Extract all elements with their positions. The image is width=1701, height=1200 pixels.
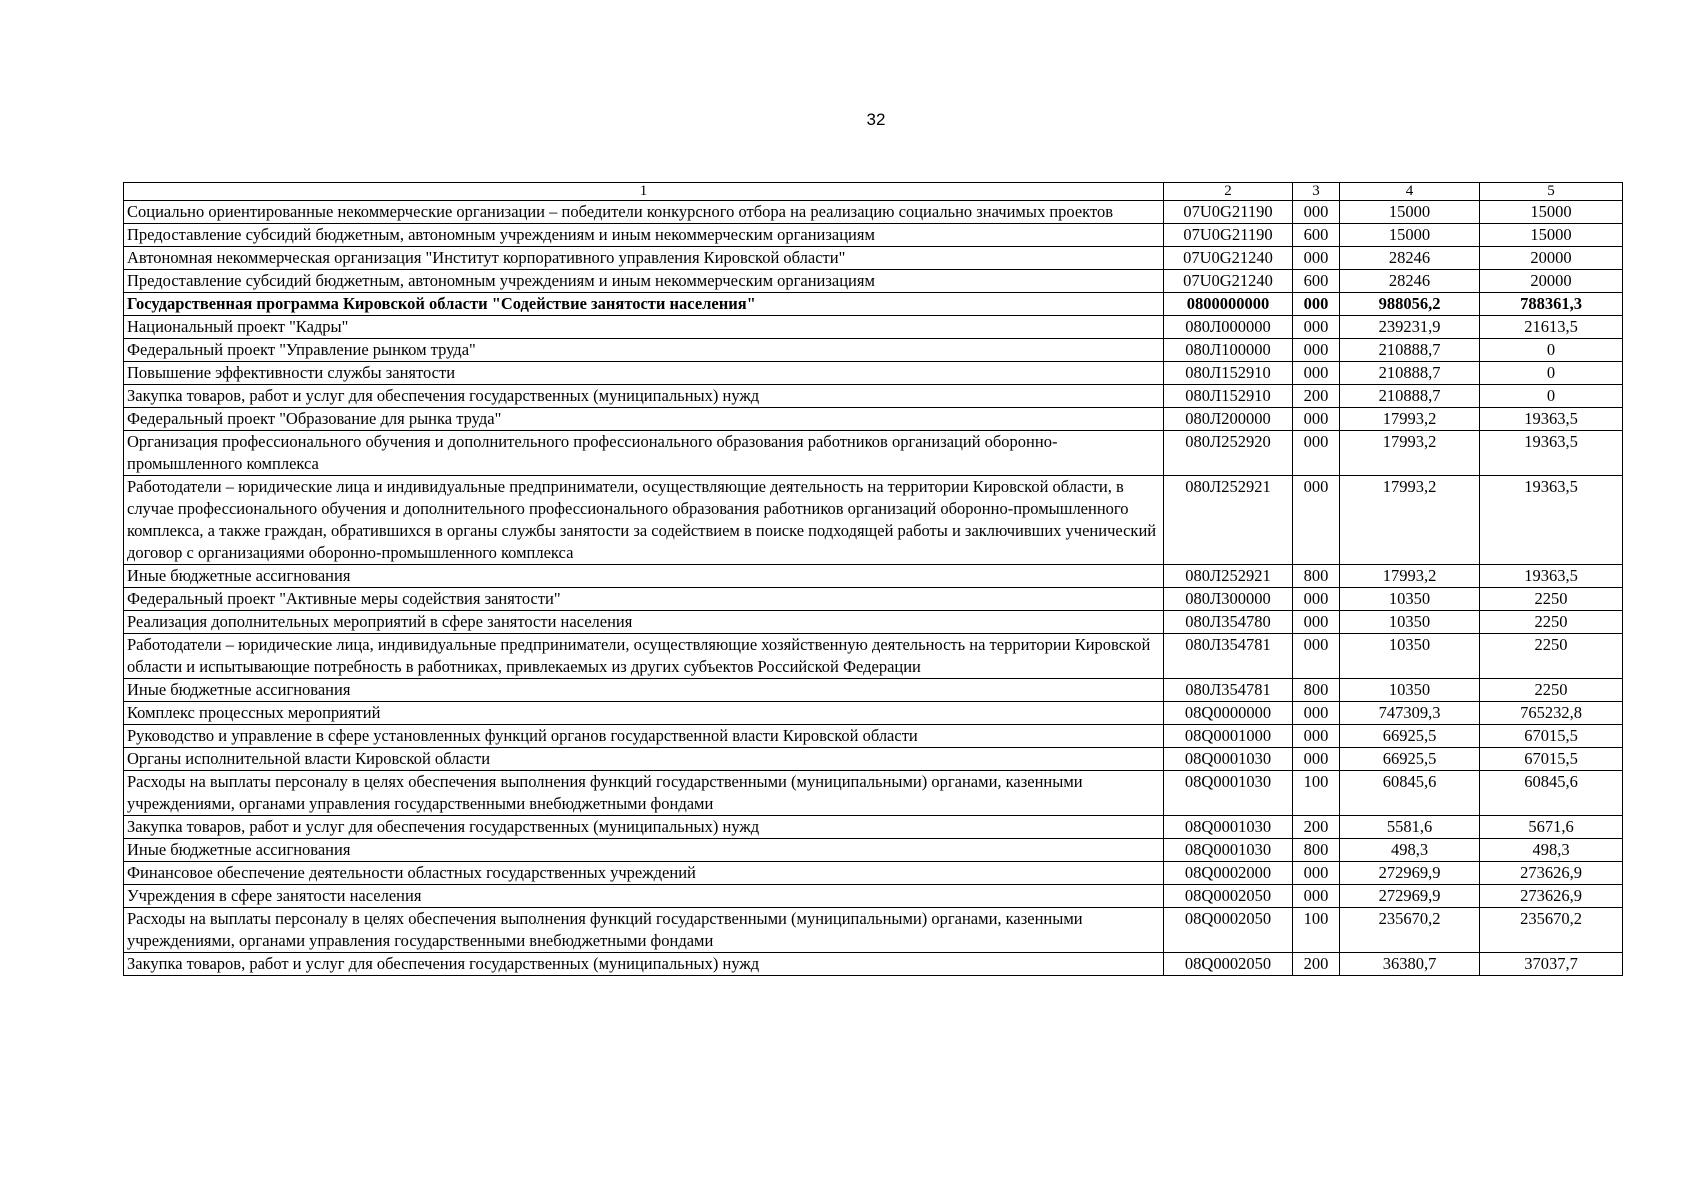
row-name-cell: Федеральный проект "Управление рынком труда" xyxy=(124,339,1164,362)
row-name-cell: Иные бюджетные ассигнования xyxy=(124,839,1164,862)
row-amount-2-cell: 60845,6 xyxy=(1480,771,1623,816)
row-amount-1-cell: 17993,2 xyxy=(1340,565,1480,588)
row-name-cell: Расходы на выплаты персоналу в целях обеспечения выполнения функций государственными (муниципальными) органами, казенными учреждениями, органами управления государственными внебюджетными фондами xyxy=(124,771,1164,816)
table-row xyxy=(124,362,1623,385)
row-expense-type-cell: 000 xyxy=(1293,431,1340,476)
row-amount-2-cell: 15000 xyxy=(1480,224,1623,247)
row-expense-type-cell: 000 xyxy=(1293,476,1340,565)
row-code-cell: 08Q0000000 xyxy=(1164,702,1293,725)
row-code-cell: 080Л354781 xyxy=(1164,634,1293,679)
row-name-cell: Руководство и управление в сфере установленных функций органов государственной власти Кировской области xyxy=(124,725,1164,748)
row-amount-1-cell: 60845,6 xyxy=(1340,771,1480,816)
table-row xyxy=(124,908,1623,953)
row-name-cell: Финансовое обеспечение деятельности областных государственных учреждений xyxy=(124,862,1164,885)
row-name-cell: Автономная некоммерческая организация "Институт корпоративного управления Кировской области" xyxy=(124,247,1164,270)
row-amount-2-cell: 21613,5 xyxy=(1480,316,1623,339)
row-name-cell: Социально ориентированные некоммерческие организации – победители конкурсного отбора на реализацию социально значимых проектов xyxy=(124,201,1164,224)
row-code-cell: 080Л252921 xyxy=(1164,565,1293,588)
table-row xyxy=(124,201,1623,224)
table-row xyxy=(124,839,1623,862)
row-amount-1-cell: 10350 xyxy=(1340,679,1480,702)
row-amount-1-cell: 235670,2 xyxy=(1340,908,1480,953)
row-amount-2-cell: 2250 xyxy=(1480,611,1623,634)
row-amount-1-cell: 498,3 xyxy=(1340,839,1480,862)
row-amount-1-cell: 15000 xyxy=(1340,201,1480,224)
row-amount-2-cell: 20000 xyxy=(1480,270,1623,293)
row-amount-1-cell: 66925,5 xyxy=(1340,748,1480,771)
row-amount-1-cell: 36380,7 xyxy=(1340,953,1480,976)
row-amount-2-cell: 498,3 xyxy=(1480,839,1623,862)
table-row xyxy=(124,862,1623,885)
row-amount-2-cell: 273626,9 xyxy=(1480,862,1623,885)
row-expense-type-cell: 000 xyxy=(1293,247,1340,270)
row-expense-type-cell: 600 xyxy=(1293,224,1340,247)
table-row xyxy=(124,588,1623,611)
row-code-cell: 080Л252920 xyxy=(1164,431,1293,476)
table-row xyxy=(124,725,1623,748)
table-body xyxy=(124,201,1623,976)
row-expense-type-cell: 200 xyxy=(1293,816,1340,839)
row-amount-2-cell: 0 xyxy=(1480,339,1623,362)
row-name-cell: Предоставление субсидий бюджетным, автономным учреждениям и иным некоммерческим организациям xyxy=(124,270,1164,293)
column-header-1: 1 xyxy=(124,183,1164,201)
table-header xyxy=(124,183,1623,201)
row-amount-1-cell: 15000 xyxy=(1340,224,1480,247)
column-header-5: 5 xyxy=(1480,183,1623,201)
row-expense-type-cell: 000 xyxy=(1293,748,1340,771)
row-name-cell: Работодатели – юридические лица и индивидуальные предприниматели, осуществляющие деятельность на территории Кировской области, в случае профессионального обучения и дополнительного профессионального образования работников организаций оборонно-промышленного комплекса, а также граждан, обратившихся в органы службы занятости за содействием в поиске подходящей работы и заключивших ученический договор с организациями оборонно-промышленного комплекса xyxy=(124,476,1164,565)
row-amount-2-cell: 15000 xyxy=(1480,201,1623,224)
table-row xyxy=(124,748,1623,771)
row-amount-1-cell: 17993,2 xyxy=(1340,408,1480,431)
row-amount-1-cell: 28246 xyxy=(1340,270,1480,293)
row-code-cell: 08Q0002050 xyxy=(1164,908,1293,953)
row-expense-type-cell: 000 xyxy=(1293,316,1340,339)
row-name-cell: Повышение эффективности службы занятости xyxy=(124,362,1164,385)
row-code-cell: 080Л000000 xyxy=(1164,316,1293,339)
row-amount-1-cell: 10350 xyxy=(1340,588,1480,611)
row-code-cell: 0800000000 xyxy=(1164,293,1293,316)
row-amount-1-cell: 5581,6 xyxy=(1340,816,1480,839)
row-expense-type-cell: 000 xyxy=(1293,362,1340,385)
table-row xyxy=(124,816,1623,839)
budget-table xyxy=(123,182,1623,976)
row-code-cell: 08Q0001000 xyxy=(1164,725,1293,748)
row-name-cell: Предоставление субсидий бюджетным, автономным учреждениям и иным некоммерческим организациям xyxy=(124,224,1164,247)
row-code-cell: 080Л152910 xyxy=(1164,362,1293,385)
row-name-cell: Закупка товаров, работ и услуг для обеспечения государственных (муниципальных) нужд xyxy=(124,953,1164,976)
row-name-cell: Иные бюджетные ассигнования xyxy=(124,565,1164,588)
row-expense-type-cell: 000 xyxy=(1293,634,1340,679)
header-row xyxy=(124,183,1623,201)
row-amount-2-cell: 273626,9 xyxy=(1480,885,1623,908)
table-row xyxy=(124,270,1623,293)
row-amount-1-cell: 747309,3 xyxy=(1340,702,1480,725)
row-code-cell: 080Л354781 xyxy=(1164,679,1293,702)
row-name-cell: Государственная программа Кировской области "Содействие занятости населения" xyxy=(124,293,1164,316)
row-amount-1-cell: 272969,9 xyxy=(1340,885,1480,908)
column-header-2: 2 xyxy=(1164,183,1293,201)
row-amount-2-cell: 37037,7 xyxy=(1480,953,1623,976)
row-amount-2-cell: 20000 xyxy=(1480,247,1623,270)
row-expense-type-cell: 800 xyxy=(1293,839,1340,862)
row-expense-type-cell: 000 xyxy=(1293,862,1340,885)
row-amount-1-cell: 272969,9 xyxy=(1340,862,1480,885)
row-amount-2-cell: 0 xyxy=(1480,385,1623,408)
row-code-cell: 08Q0001030 xyxy=(1164,748,1293,771)
row-code-cell: 08Q0001030 xyxy=(1164,816,1293,839)
row-expense-type-cell: 200 xyxy=(1293,953,1340,976)
row-amount-1-cell: 210888,7 xyxy=(1340,339,1480,362)
row-expense-type-cell: 000 xyxy=(1293,408,1340,431)
column-header-4: 4 xyxy=(1340,183,1480,201)
row-code-cell: 08Q0002050 xyxy=(1164,953,1293,976)
row-amount-1-cell: 10350 xyxy=(1340,634,1480,679)
table-row xyxy=(124,885,1623,908)
table-row xyxy=(124,247,1623,270)
row-amount-2-cell: 765232,8 xyxy=(1480,702,1623,725)
row-amount-2-cell: 0 xyxy=(1480,362,1623,385)
row-amount-1-cell: 10350 xyxy=(1340,611,1480,634)
table-row xyxy=(124,224,1623,247)
row-code-cell: 080Л354780 xyxy=(1164,611,1293,634)
table-row xyxy=(124,953,1623,976)
table-row xyxy=(124,634,1623,679)
row-name-cell: Федеральный проект "Образование для рынка труда" xyxy=(124,408,1164,431)
row-amount-1-cell: 210888,7 xyxy=(1340,362,1480,385)
row-amount-2-cell: 788361,3 xyxy=(1480,293,1623,316)
row-expense-type-cell: 000 xyxy=(1293,339,1340,362)
row-amount-2-cell: 19363,5 xyxy=(1480,431,1623,476)
row-amount-2-cell: 235670,2 xyxy=(1480,908,1623,953)
table-row xyxy=(124,293,1623,316)
table-row xyxy=(124,408,1623,431)
row-amount-1-cell: 210888,7 xyxy=(1340,385,1480,408)
row-name-cell: Иные бюджетные ассигнования xyxy=(124,679,1164,702)
row-amount-2-cell: 67015,5 xyxy=(1480,725,1623,748)
row-code-cell: 080Л300000 xyxy=(1164,588,1293,611)
table-row xyxy=(124,771,1623,816)
column-header-3: 3 xyxy=(1293,183,1340,201)
row-code-cell: 08Q0002000 xyxy=(1164,862,1293,885)
row-amount-1-cell: 28246 xyxy=(1340,247,1480,270)
row-code-cell: 08Q0001030 xyxy=(1164,839,1293,862)
row-amount-1-cell: 66925,5 xyxy=(1340,725,1480,748)
table-row xyxy=(124,385,1623,408)
row-code-cell: 080Л152910 xyxy=(1164,385,1293,408)
row-amount-1-cell: 17993,2 xyxy=(1340,476,1480,565)
row-expense-type-cell: 000 xyxy=(1293,725,1340,748)
row-amount-2-cell: 67015,5 xyxy=(1480,748,1623,771)
row-name-cell: Расходы на выплаты персоналу в целях обеспечения выполнения функций государственными (муниципальными) органами, казенными учреждениями, органами управления государственными внебюджетными фондами xyxy=(124,908,1164,953)
row-code-cell: 07U0G21240 xyxy=(1164,270,1293,293)
table-row xyxy=(124,476,1623,565)
row-code-cell: 080Л252921 xyxy=(1164,476,1293,565)
row-expense-type-cell: 600 xyxy=(1293,270,1340,293)
row-code-cell: 07U0G21190 xyxy=(1164,201,1293,224)
table-row xyxy=(124,679,1623,702)
row-amount-1-cell: 988056,2 xyxy=(1340,293,1480,316)
row-amount-1-cell: 239231,9 xyxy=(1340,316,1480,339)
table-row xyxy=(124,339,1623,362)
table-row xyxy=(124,431,1623,476)
row-name-cell: Закупка товаров, работ и услуг для обеспечения государственных (муниципальных) нужд xyxy=(124,385,1164,408)
row-code-cell: 07U0G21190 xyxy=(1164,224,1293,247)
row-amount-1-cell: 17993,2 xyxy=(1340,431,1480,476)
table-row xyxy=(124,702,1623,725)
row-name-cell: Закупка товаров, работ и услуг для обеспечения государственных (муниципальных) нужд xyxy=(124,816,1164,839)
row-amount-2-cell: 2250 xyxy=(1480,634,1623,679)
row-name-cell: Реализация дополнительных мероприятий в сфере занятости населения xyxy=(124,611,1164,634)
row-code-cell: 080Л100000 xyxy=(1164,339,1293,362)
row-expense-type-cell: 000 xyxy=(1293,611,1340,634)
row-name-cell: Комплекс процессных мероприятий xyxy=(124,702,1164,725)
row-expense-type-cell: 000 xyxy=(1293,885,1340,908)
table-row xyxy=(124,611,1623,634)
row-amount-2-cell: 2250 xyxy=(1480,588,1623,611)
row-amount-2-cell: 2250 xyxy=(1480,679,1623,702)
table-row xyxy=(124,565,1623,588)
row-code-cell: 08Q0002050 xyxy=(1164,885,1293,908)
row-name-cell: Работодатели – юридические лица, индивидуальные предприниматели, осуществляющие хозяйственную деятельность на территории Кировской области и испытывающие потребность в работниках, привлекаемых из других субъектов Российской Федерации xyxy=(124,634,1164,679)
row-amount-2-cell: 19363,5 xyxy=(1480,408,1623,431)
row-name-cell: Организация профессионального обучения и дополнительного профессионального образования работников организаций оборонно-промышленного комплекса xyxy=(124,431,1164,476)
row-name-cell: Учреждения в сфере занятости населения xyxy=(124,885,1164,908)
row-amount-2-cell: 19363,5 xyxy=(1480,565,1623,588)
row-code-cell: 07U0G21240 xyxy=(1164,247,1293,270)
row-expense-type-cell: 000 xyxy=(1293,293,1340,316)
row-expense-type-cell: 000 xyxy=(1293,588,1340,611)
row-expense-type-cell: 800 xyxy=(1293,679,1340,702)
row-amount-2-cell: 5671,6 xyxy=(1480,816,1623,839)
row-code-cell: 080Л200000 xyxy=(1164,408,1293,431)
row-expense-type-cell: 000 xyxy=(1293,201,1340,224)
row-amount-2-cell: 19363,5 xyxy=(1480,476,1623,565)
row-expense-type-cell: 200 xyxy=(1293,385,1340,408)
row-expense-type-cell: 100 xyxy=(1293,771,1340,816)
page-number: 32 xyxy=(866,110,886,129)
row-name-cell: Национальный проект "Кадры" xyxy=(124,316,1164,339)
row-expense-type-cell: 100 xyxy=(1293,908,1340,953)
row-name-cell: Органы исполнительной власти Кировской области xyxy=(124,748,1164,771)
row-name-cell: Федеральный проект "Активные меры содействия занятости" xyxy=(124,588,1164,611)
row-expense-type-cell: 800 xyxy=(1293,565,1340,588)
table-row xyxy=(124,316,1623,339)
row-expense-type-cell: 000 xyxy=(1293,702,1340,725)
row-code-cell: 08Q0001030 xyxy=(1164,771,1293,816)
